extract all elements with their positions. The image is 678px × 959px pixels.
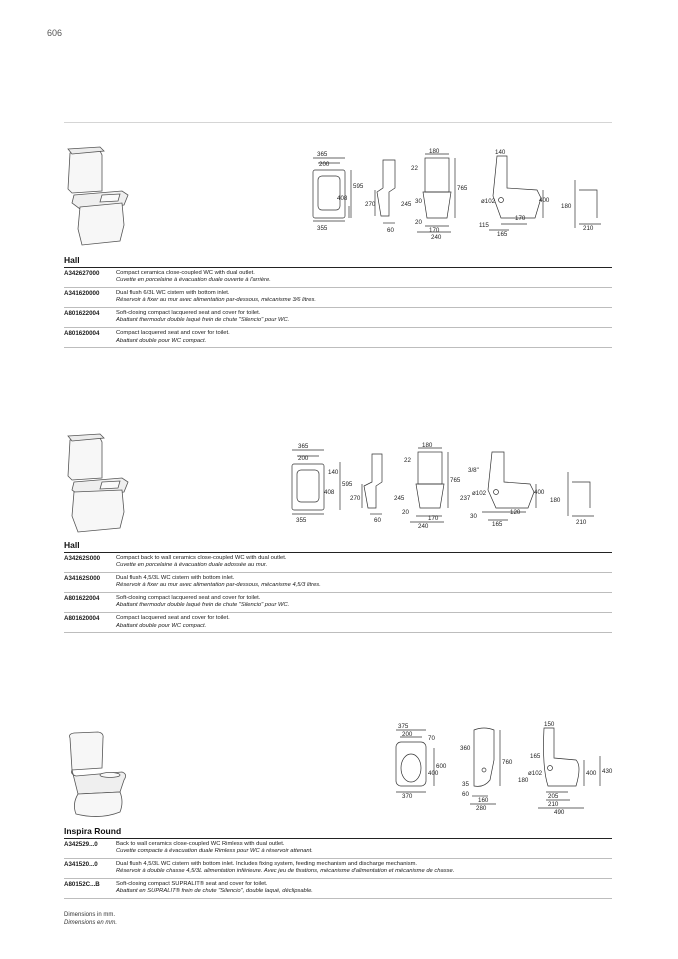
dim-label: 245 (394, 495, 405, 502)
dim-label: 765 (450, 477, 461, 484)
description-en: Back to wall ceramics close-coupled WC Rimless with dual outlet. (116, 840, 285, 847)
dim-label: 160 (478, 797, 489, 804)
toilet-photo-inspira-round (60, 728, 135, 823)
dim-label: 365 (298, 443, 309, 450)
description-fr: Cuvette en porcelaine à évacuation duale ouverte à l'arrière. (116, 277, 271, 284)
product-table (64, 838, 612, 899)
dim-label: 400 (534, 489, 545, 496)
dim-label: 355 (317, 225, 328, 232)
product-table (64, 267, 612, 348)
dim-label: 20 (402, 509, 409, 516)
dim-label: 408 (337, 195, 348, 202)
technical-drawing-inspira-round (388, 720, 618, 815)
dim-label: 760 (502, 759, 513, 766)
dim-label: 165 (530, 753, 541, 760)
product-code: A801620004 (64, 330, 100, 338)
dim-label: 165 (497, 231, 508, 238)
dim-label: 375 (398, 723, 409, 730)
description-fr: Réservoir à fixer au mur avec alimentation par-dessous, mécanisme 3/6 litres. (116, 297, 316, 304)
dim-label: 200 (319, 161, 330, 168)
dim-label: 365 (317, 151, 328, 158)
description-en: Compact lacquered seat and cover for toilet. (116, 329, 230, 336)
description-fr: Cuvette en porcelaine à évacuation duale adossée au mur. (116, 562, 268, 569)
dim-label: 120 (510, 509, 521, 516)
technical-drawing-hall-2 (282, 442, 612, 532)
dim-label: 270 (365, 201, 376, 208)
dim-label: 595 (353, 183, 364, 190)
product-table (64, 552, 612, 633)
dim-label: 200 (402, 731, 413, 738)
dim-label: 165 (492, 521, 503, 528)
product-code: A801620004 (64, 615, 100, 623)
description-fr: Cuvette compacte à évacuation duale Rimless pour WC à réservoir attenant. (116, 848, 313, 855)
table-row (64, 308, 612, 328)
description-fr: Abattant thermodur double laqué frein de chute "Silencio" pour WC. (116, 602, 290, 609)
dim-label: 600 (436, 763, 447, 770)
table-row (64, 879, 612, 899)
table-row (64, 553, 612, 573)
dim-label: 150 (544, 721, 555, 728)
dim-label: 270 (350, 495, 361, 502)
dim-label: 115 (479, 222, 489, 229)
dim-label: 280 (476, 805, 487, 812)
toilet-photo-hall-1 (60, 145, 135, 250)
dim-label: 180 (422, 442, 433, 449)
description-fr: Abattant en SUPRALIT® frein de chute "Silencio", double laqué, déclipsable. (116, 888, 313, 895)
description-en: Dual flush 6/3L WC cistern with bottom inlet. (116, 289, 230, 296)
dim-label: 210 (583, 225, 594, 232)
product-code: A342627000 (64, 270, 100, 277)
dim-label: 240 (431, 234, 442, 241)
dim-label: 22 (411, 165, 418, 172)
footnote-fr: Dimensions en mm. (64, 920, 118, 926)
product-code: A34162S000 (64, 575, 101, 583)
dim-label: 3/8" (468, 467, 479, 474)
dim-label: 70 (428, 735, 435, 742)
dim-label: 180 (518, 777, 529, 784)
table-row (64, 288, 612, 308)
description-en: Soft-closing compact lacquered seat and cover for toilet. (116, 309, 261, 316)
dim-label: 180 (561, 203, 572, 210)
section-divider (64, 122, 612, 123)
table-row (64, 613, 612, 633)
description-en: Compact ceramica close-coupled WC with dual outlet. (116, 269, 255, 276)
description-en: Compact lacquered seat and cover for toilet. (116, 614, 230, 621)
dim-label: 237 (460, 495, 471, 502)
table-row (64, 328, 612, 348)
dim-label: 765 (457, 185, 468, 192)
product-code: A342529...0 (64, 841, 98, 848)
dim-label: 400 (539, 197, 550, 204)
table-row (64, 839, 612, 859)
description-fr: Abattant double pour WC compact. (116, 622, 207, 629)
section-title: Hall (64, 540, 80, 550)
dim-label: 360 (460, 745, 471, 752)
dim-label: 408 (324, 489, 335, 496)
footnote-en: Dimensions in mm. (64, 912, 116, 918)
dim-label: 60 (462, 791, 469, 798)
dim-label: 210 (548, 801, 559, 808)
dim-label: 170 (428, 515, 439, 522)
product-code: A341620000 (64, 290, 100, 298)
dim-label: 200 (298, 455, 309, 462)
dim-label: 170 (515, 215, 526, 222)
table-row (64, 268, 612, 288)
description-fr: Abattant double pour WC compact. (116, 337, 207, 344)
toilet-photo-hall-2 (60, 432, 135, 537)
dim-label: 35 (462, 781, 469, 788)
dim-label: 30 (470, 513, 477, 520)
dim-label: 60 (374, 517, 381, 524)
description-en: Dual flush 4,5/3L WC cistern with bottom inlet. Includes fixing system, feeding mechanism and discharge mechanism. (116, 860, 418, 867)
dim-label: ø102 (481, 198, 496, 205)
description-fr: Réservoir à double chasse 4,5/3L alimentation inférieure. Avec jeu de fixations, mécanisme d'alimentation et mécanisme de chasse. (116, 868, 455, 875)
section-title: Inspira Round (64, 826, 122, 836)
dim-label: 490 (554, 809, 565, 815)
product-code: A80152C...B (64, 881, 100, 889)
dim-label: 30 (415, 198, 422, 205)
dim-label: 400 (428, 770, 439, 777)
product-code: A801622004 (64, 310, 100, 318)
dim-label: 22 (404, 457, 411, 464)
section-title: Hall (64, 255, 80, 265)
table-row (64, 859, 612, 879)
product-code: A341520...0 (64, 861, 98, 869)
page-number: 606 (47, 28, 63, 38)
description-fr: Réservoir à fixer au mur avec alimentation par-dessous, mécanisme 4,5/3 litres. (116, 582, 321, 589)
table-row (64, 573, 612, 593)
dim-label: 210 (576, 519, 587, 526)
dim-label: 400 (586, 770, 597, 777)
description-en: Dual flush 4,5/3L WC cistern with bottom inlet. (116, 574, 235, 581)
dim-label: 180 (550, 497, 561, 504)
dim-label: 240 (418, 523, 429, 530)
description-en: Soft-closing compact SUPRALIT® seat and cover for toilet. (116, 880, 268, 887)
dim-label: 205 (548, 793, 559, 800)
technical-drawing-hall-1 (305, 148, 615, 243)
product-code: A34262S000 (64, 555, 101, 562)
dim-label: 595 (342, 481, 353, 488)
product-code: A801622004 (64, 595, 100, 603)
dim-label: 140 (328, 469, 339, 476)
footnote (64, 911, 117, 927)
dim-label: ø102 (528, 770, 543, 777)
dim-label: 20 (415, 219, 422, 226)
dim-label: ø102 (472, 490, 487, 497)
table-row (64, 593, 612, 613)
dim-label: 140 (495, 149, 506, 156)
description-en: Soft-closing compact lacquered seat and cover for toilet. (116, 594, 261, 601)
dim-label: 170 (429, 227, 440, 234)
dim-label: 370 (402, 793, 413, 800)
description-en: Compact back to wall ceramics close-coupled WC with dual outlet. (116, 554, 287, 561)
dim-label: 245 (401, 201, 412, 208)
description-fr: Abattant thermodur double laqué frein de chute "Silencio" pour WC. (116, 317, 290, 324)
dim-label: 430 (602, 768, 613, 775)
dim-label: 355 (296, 517, 307, 524)
dim-label: 60 (387, 227, 394, 234)
dim-label: 180 (429, 148, 440, 155)
